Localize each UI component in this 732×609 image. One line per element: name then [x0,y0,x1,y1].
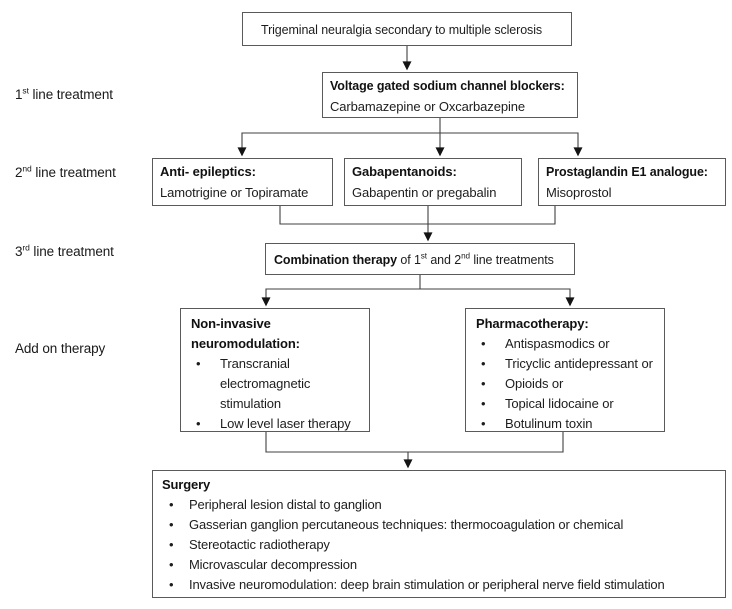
prostaglandin-drug: Misoprostol [546,185,612,200]
bullet-text: Topical lidocaine or [505,396,614,411]
list-item [466,354,664,374]
bullet-icon [481,354,505,374]
bullet-icon [169,495,189,515]
list-item [153,555,725,575]
list-item [181,354,369,414]
bullet-icon [169,555,189,575]
bullet-icon [169,535,189,555]
prostaglandin-heading: Prostaglandin E1 analogue: [546,164,708,179]
list-item [153,575,725,595]
bullet-icon [481,334,505,354]
box-root-diagnosis [242,12,572,46]
bullet-text: Gasserian ganglion percutaneous techniques: thermocoagulation or chemical [189,517,624,532]
list-item [466,394,664,414]
list-item [153,495,725,515]
pharmacotherapy-list [466,334,664,434]
list-item [181,414,369,434]
anti-epileptics-heading: Anti- epileptics: [160,164,256,179]
gabapentanoids-heading: Gabapentanoids: [352,164,457,179]
label-add-on-therapy: Add on therapy [15,341,106,356]
bullet-icon [169,575,189,595]
combination-therapy-text: Combination therapy of 1st and 2nd line treatments [274,250,555,267]
bullet-text: Microvascular decompression [189,557,357,572]
bullet-icon [169,515,189,535]
bullet-icon [481,374,505,394]
bullet-text: Botulinum toxin [505,416,593,431]
gabapentanoids-drugs: Gabapentin or pregabalin [352,185,497,200]
list-item [153,535,725,555]
box-combination-therapy [265,243,575,275]
label-third-line-treatment: 3rd line treatment [15,242,114,259]
noninvasive-neuromodulation-list [181,354,369,434]
bullet-text: Peripheral lesion distal to ganglion [189,497,382,512]
box-surgery [152,470,726,598]
bullet-icon [481,394,505,414]
pharmacotherapy-heading: Pharmacotherapy: [476,316,589,331]
bullet-icon [481,414,505,434]
bullet-text: Stereotactic radiotherapy [189,537,330,552]
bullet-text: Tricyclic antidepressant or [505,356,653,371]
surgery-list [153,495,725,595]
bullet-text: Low level laser therapy [220,416,351,431]
surgery-heading: Surgery [162,477,211,492]
list-item [466,374,664,394]
label-first-line-treatment: 1st line treatment [15,85,113,102]
sodium-channel-blockers-drugs: Carbamazepine or Oxcarbazepine [330,99,525,114]
list-item [153,515,725,535]
label-second-line-treatment: 2nd line treatment [15,163,116,180]
box-pharmacotherapy [465,308,665,432]
bullet-text: Opioids or [505,376,564,391]
list-item [466,414,664,434]
bullet-text: Invasive neuromodulation: deep brain stimulation or peripheral nerve field stimulation [189,577,665,592]
box-noninvasive-neuromodulation [180,308,370,432]
bullet-icon [196,414,220,434]
bullet-icon [196,354,220,374]
box-prostaglandin-analogue [538,158,726,206]
list-item [466,334,664,354]
root-diagnosis-text: Trigeminal neuralgia secondary to multiple sclerosis [260,21,542,37]
bullet-text: Antispasmodics or [505,336,610,351]
box-sodium-channel-blockers [322,72,578,118]
box-anti-epileptics [152,158,333,206]
sodium-channel-blockers-heading: Voltage gated sodium channel blockers: [330,78,565,93]
bullet-text: Transcranial electromagnetic stimulation [220,356,311,411]
noninvasive-neuromodulation-heading: Non-invasive neuromodulation: [191,316,300,351]
anti-epileptics-drugs: Lamotrigine or Topiramate [160,185,309,200]
box-gabapentanoids [344,158,522,206]
